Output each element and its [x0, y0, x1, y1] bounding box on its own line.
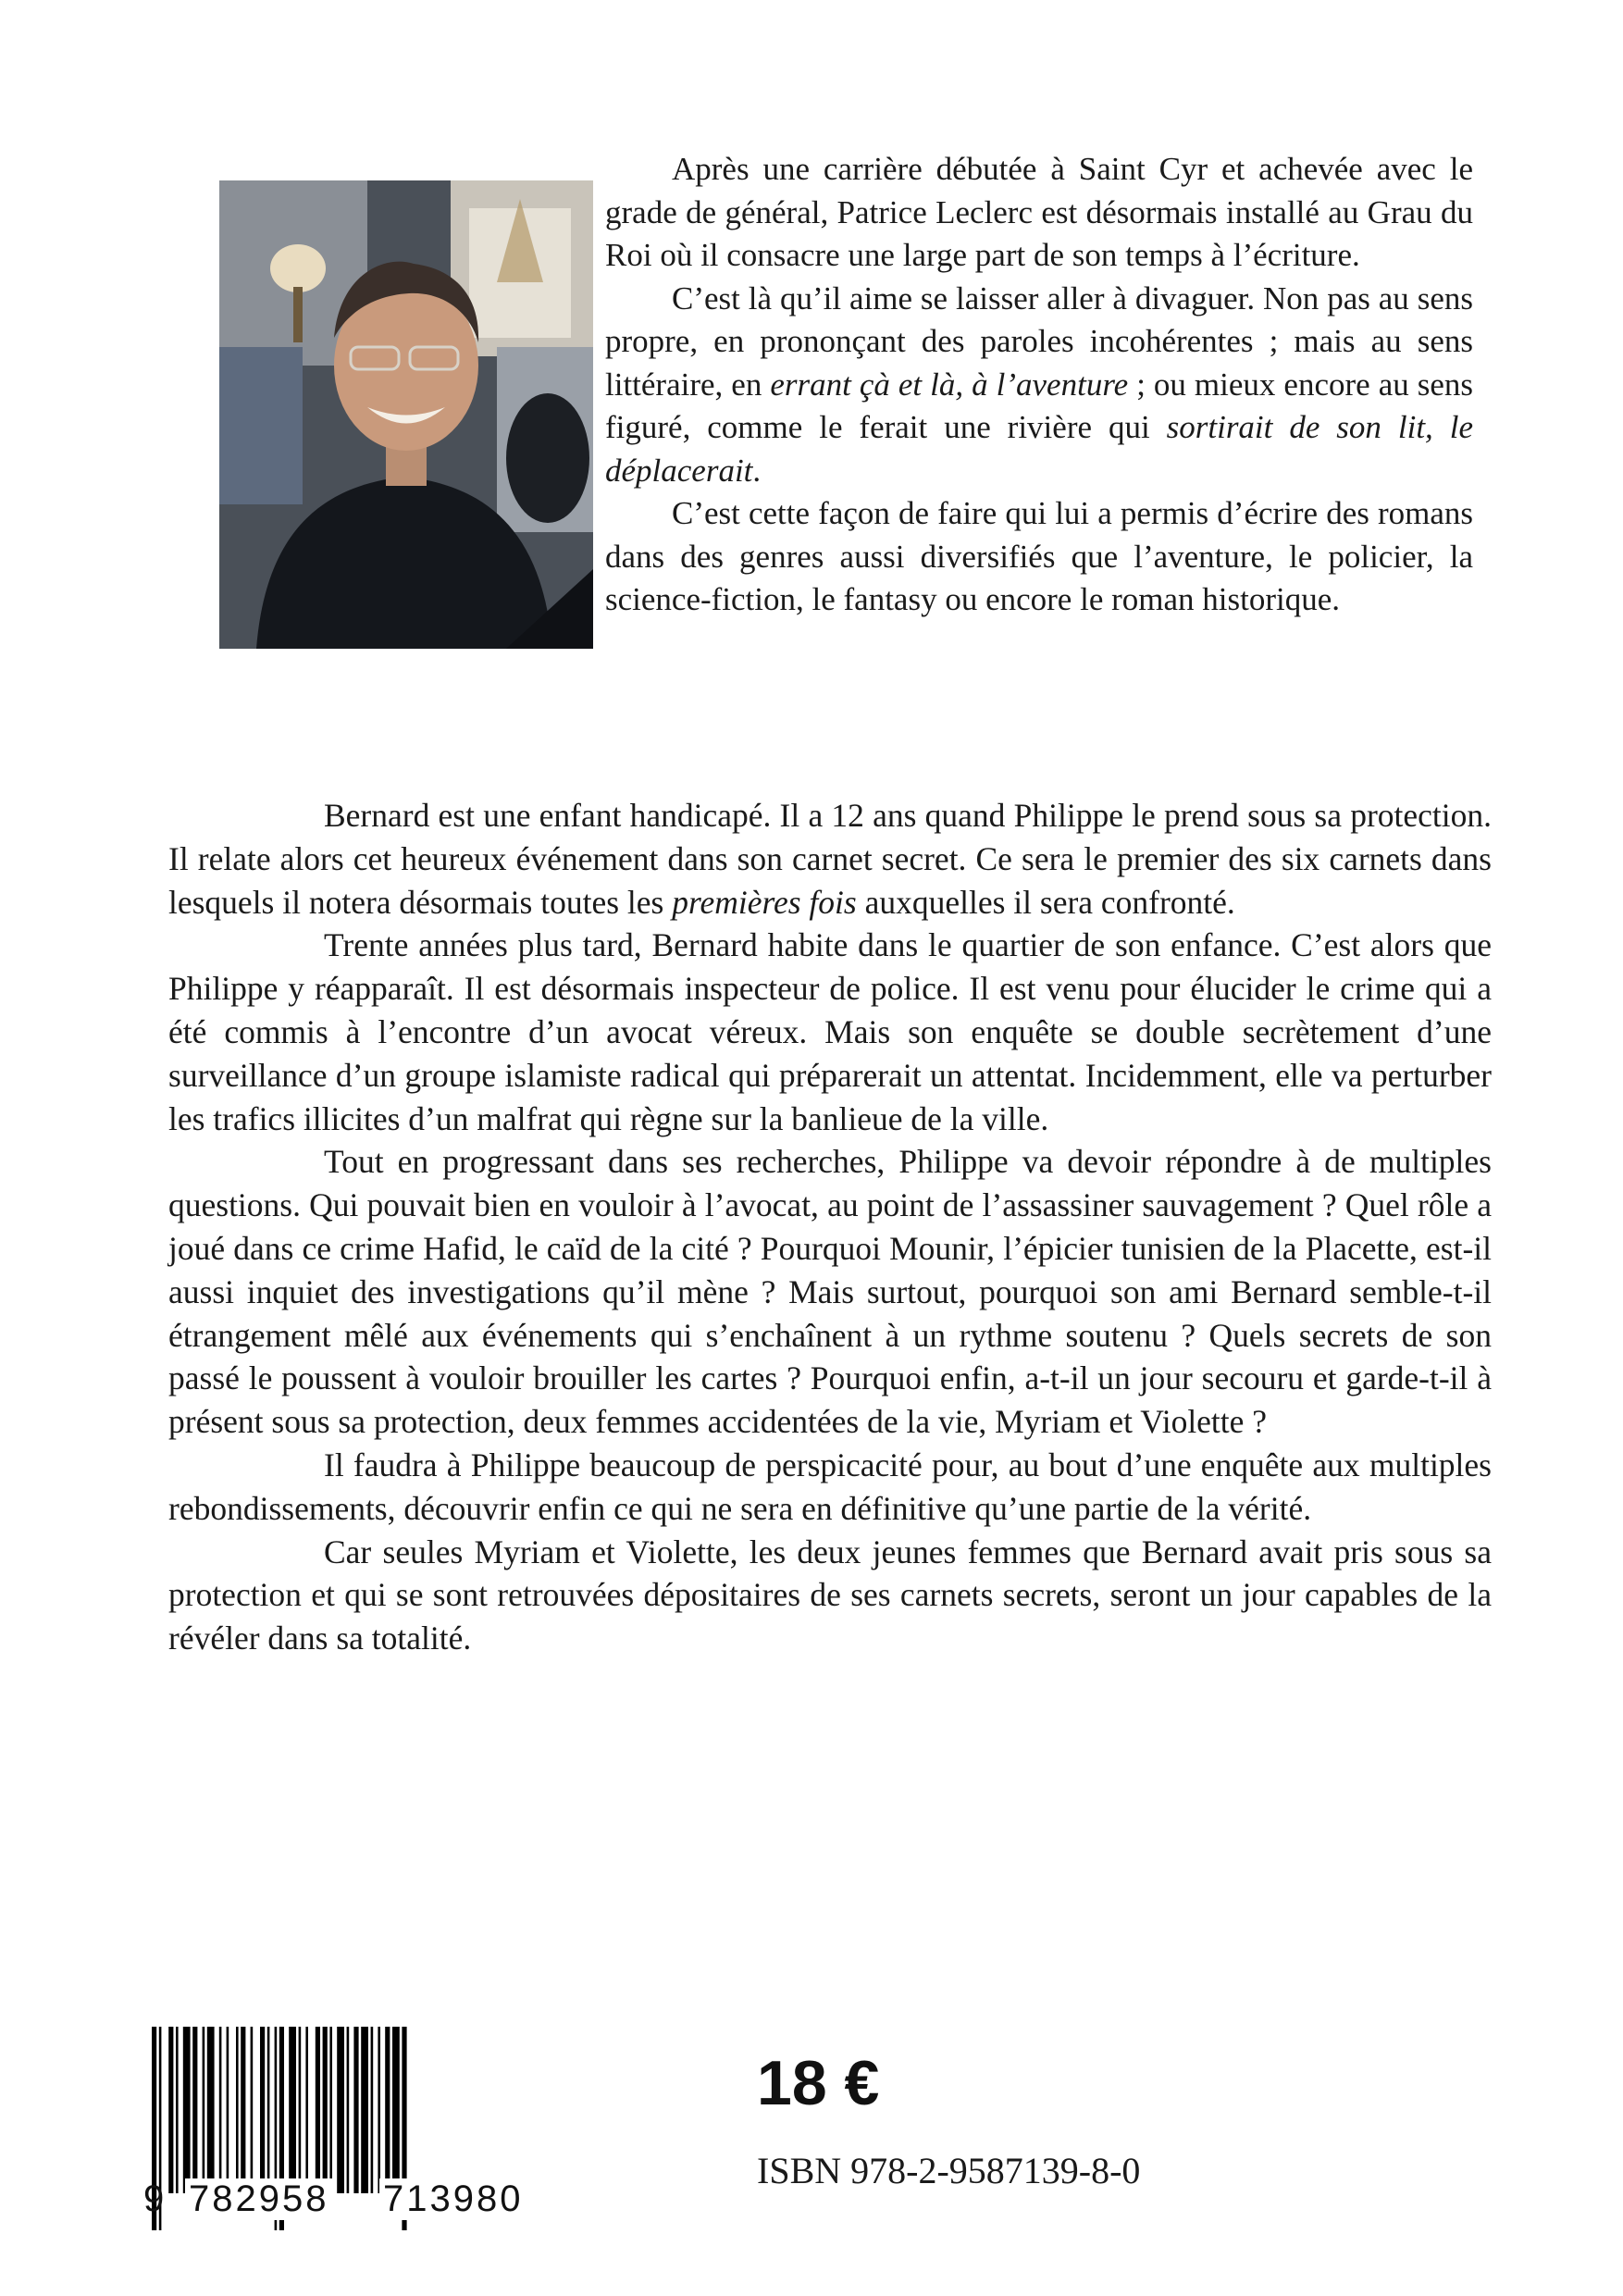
barcode-bar: [236, 2027, 239, 2193]
barcode-bar: [168, 2027, 173, 2193]
barcode-bar: [267, 2027, 270, 2193]
barcode-bar: [329, 2027, 332, 2193]
barcode-bar: [337, 2027, 344, 2193]
barcode-bar: [299, 2027, 302, 2193]
synopsis-paragraph-4: Il faudra à Philippe beaucoup de perspicacité pour, au bout d’une enquête aux multiples rebondissements, découvrir enfin ce qui ne sera en définitive qu’une partie de la vérité.: [168, 1446, 1492, 1527]
barcode-bar: [385, 2027, 390, 2193]
barcode-bar: [371, 2027, 374, 2193]
barcode-bar: [353, 2027, 358, 2193]
bio-paragraph-3: C’est cette façon de faire qui lui a permis d’écrire des romans dans des genres aussi diversifiés que l’aventure, le policier, la science-fiction, le fantasy ou encore le roman historique.: [605, 495, 1473, 617]
barcode-bar: [392, 2027, 400, 2193]
barcode-bar: [176, 2027, 179, 2193]
author-photo: [219, 180, 593, 649]
barcode-digits-right: 713980: [379, 2178, 527, 2220]
barcode-digits: [143, 2178, 588, 2225]
barcode-bar: [323, 2027, 328, 2193]
barcode-bar: [219, 2027, 222, 2193]
isbn-number: ISBN 978-2-9587139-8-0: [757, 2150, 1141, 2191]
bio-paragraph-1: Après une carrière débutée à Saint Cyr et achevée avec le grade de général, Patrice Leclerc est désormais installé au Grau du Roi où il consacre une large part de son temps à l’écriture.: [605, 151, 1473, 273]
barcode-bar: [192, 2027, 197, 2193]
barcode-bar: [289, 2027, 296, 2193]
synopsis-paragraph-3: Tout en progressant dans ses recherches, Philippe va devoir répondre à de multiples questions. Qui pouvait bien en vouloir à l’avocat, au point de l’assassiner sauvagement ? Quel rôle a joué dans ce crime Hafid, le caïd de la cité ? Pourquoi Mounir, l’épicier tunisien de la Placette, est-il aussi inquiet des investigations qu’il mène ? Mais surtout, pourquoi son ami Bernard semble-t-il étrangement mêlé aux événements qui s’enchaînent à un rythme soutenu ? Quels secrets de son passé le poussent à vouloir brouiller les cartes ? Pourquoi enfin, a-t-il un jour secouru et garde-t-il à présent sous sa protection, deux femmes accidentées de la vie, Myriam et Violette ?: [168, 1143, 1492, 1441]
barcode-bar: [203, 2027, 205, 2193]
book-synopsis: [168, 794, 1492, 1660]
barcode-bar: [241, 2027, 245, 2193]
barcode-bar: [183, 2027, 191, 2193]
barcode-digit-first: 9: [143, 2178, 165, 2219]
barcode-bar: [361, 2027, 368, 2193]
author-bio: [605, 148, 1473, 622]
barcode-digits-left: 782958: [185, 2178, 332, 2220]
barcode-bar: [316, 2027, 320, 2193]
synopsis-p1-italic: premières fois: [672, 883, 857, 921]
bio-p2-italic-a: errant çà et là, à l’aventure: [770, 366, 1129, 403]
synopsis-p1-text-a: Bernard est une enfant handicapé. Il a 12 ans quand Philippe le prend sous sa protection. Il relate alors cet heureux événement dans son carnet secret. Ce sera le premier des six carnets dans lesquels il notera désormais toutes les: [168, 797, 1492, 921]
barcode-bar: [260, 2027, 265, 2193]
bio-p2-text-c: .: [752, 452, 762, 489]
barcode-bar: [207, 2027, 215, 2193]
bio-p2-text-b: ; ou mieux encore au sens figuré, comme le ferait une rivière qui: [605, 366, 1474, 445]
synopsis-paragraph-1: [168, 794, 1492, 924]
barcode-bar: [378, 2027, 380, 2193]
bio-paragraph-2: [605, 278, 1473, 493]
synopsis-paragraph-5: Car seules Myriam et Violette, les deux jeunes femmes que Bernard avait pris sous sa protection et qui se sont retrouvées dépositaires de ses carnets secrets, seront un jour capables de la révéler dans sa totalité.: [168, 1533, 1492, 1657]
barcode-bar: [251, 2027, 254, 2193]
bio-p2-italic-b: sortirait de son lit, le déplacerait: [605, 409, 1473, 489]
price: 18 €: [757, 2048, 880, 2118]
barcode-bar: [227, 2027, 229, 2193]
barcode-bar: [305, 2027, 308, 2193]
bio-p2-text-a: C’est là qu’il aime se laisser aller à divaguer. Non pas au sens propre, en prononçant des paroles incohérentes ; mais au sens littéraire, en: [605, 279, 1473, 403]
barcode-bar: [347, 2027, 350, 2193]
synopsis-paragraph-2: Trente années plus tard, Bernard habite dans le quartier de son enfance. C’est alors que Philippe y réapparaît. Il est désormais inspecteur de police. Il est venu pour élucider le crime qui a été commis à l’encontre d’un avocat véreux. Mais son enquête se double secrètement d’une surveillance d’un groupe islamiste radical qui préparerait un attentat. Incidemment, elle va perturber les trafics illicites d’un malfrat qui règne sur la banlieue de la ville.: [168, 926, 1492, 1137]
synopsis-p1-text-b: auxquelles il sera confronté.: [856, 883, 1235, 921]
